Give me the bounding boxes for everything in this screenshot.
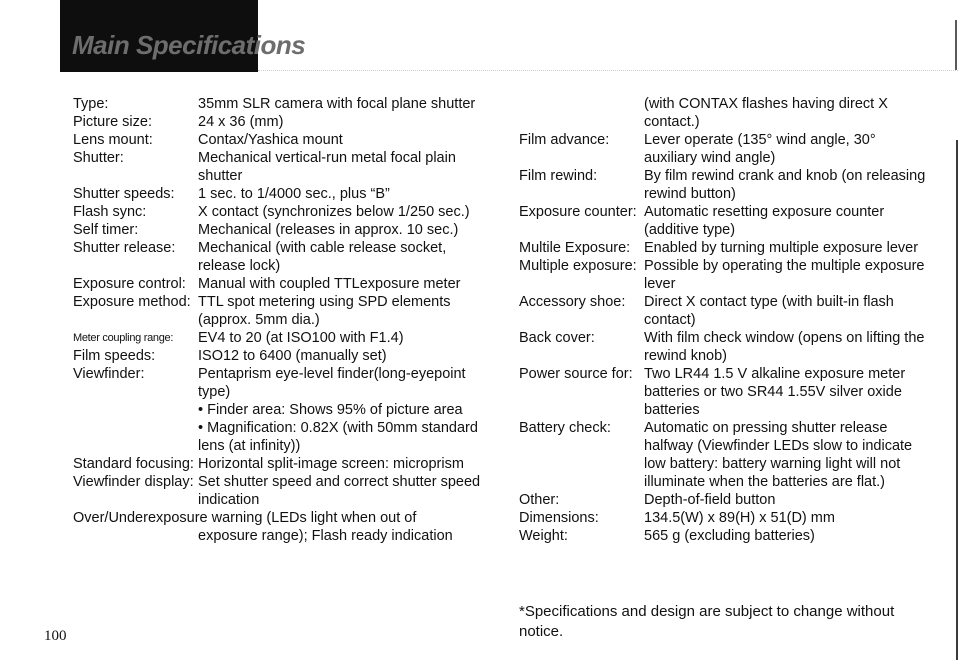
spec-row-meter-coupling-range xyxy=(73,329,483,347)
spec-row-shutter-release xyxy=(73,239,483,275)
spec-row-battery-check xyxy=(519,419,926,491)
spec-label xyxy=(73,419,198,455)
spec-row-multiple-exposure xyxy=(519,257,926,293)
right-spec-table xyxy=(519,95,926,545)
spec-row-shutter-speeds xyxy=(73,185,483,203)
spec-label: Flash sync: xyxy=(73,204,147,220)
spec-label: Accessory shoe: xyxy=(519,294,626,310)
spec-value: 134.5(W) x 89(H) x 51(D) mm xyxy=(644,510,835,526)
spec-value: • Finder area: Shows 95% of picture area xyxy=(198,402,463,418)
spec-value: • Magnification: 0.82X (with 50mm standard lens (at infinity)) xyxy=(198,420,478,454)
spec-row-shutter xyxy=(73,149,483,185)
spec-value: Automatic resetting exposure counter (additive type) xyxy=(644,204,885,238)
spec-row-standard-focusing xyxy=(73,455,483,473)
spec-row-film-rewind xyxy=(519,167,926,203)
section-title: Main Specifications xyxy=(72,30,306,60)
spec-row-flash-sync xyxy=(73,203,483,221)
spec-row-exposure-control xyxy=(73,275,483,293)
spec-row-lens-mount xyxy=(73,131,483,149)
spec-label: Multile Exposure: xyxy=(519,240,631,256)
footnote: *Specifications and design are subject to change without notice. xyxy=(519,603,895,640)
spec-label: Type: xyxy=(73,96,109,112)
spec-label: Film speeds: xyxy=(73,348,156,364)
spec-value: Enabled by turning multiple exposure lever xyxy=(644,240,919,256)
spec-row-exposure-counter xyxy=(519,203,926,239)
spec-value: 35mm SLR camera with focal plane shutter xyxy=(198,96,476,112)
spec-value: ISO12 to 6400 (manually set) xyxy=(198,348,387,364)
spec-value: Mechanical (releases in approx. 10 sec.) xyxy=(198,222,459,238)
spec-value: Pentaprism eye-level finder(long-eyepoint type) xyxy=(198,366,466,400)
spec-label: Exposure control: xyxy=(73,276,186,292)
spec-value: EV4 to 20 (at ISO100 with F1.4) xyxy=(198,330,404,346)
spec-label: Battery check: xyxy=(519,420,611,436)
spec-value: With film check window (opens on lifting the rewind knob) xyxy=(644,330,925,364)
spec-value: Contax/Yashica mount xyxy=(198,132,343,148)
spec-row-exposure-method xyxy=(73,293,483,329)
spec-value: Manual with coupled TTLexposure meter xyxy=(198,276,461,292)
spec-row-viewfinder-display xyxy=(73,473,483,509)
spec-row-multile-exposure xyxy=(519,239,926,257)
section-header xyxy=(60,0,306,72)
spec-row-other xyxy=(519,491,926,509)
spec-row-self-timer xyxy=(73,221,483,239)
spec-label: Meter coupling range: xyxy=(73,332,174,344)
spec-row-accessory-shoe xyxy=(519,293,926,329)
spec-row-flash-note xyxy=(519,95,926,131)
spec-label: Shutter speeds: xyxy=(73,186,175,202)
spec-label: Exposure method: xyxy=(73,294,191,310)
spec-label: Film advance: xyxy=(519,132,610,148)
spec-label xyxy=(519,95,644,131)
spec-label: Multiple exposure: xyxy=(519,258,637,274)
spec-row-picture-size xyxy=(73,113,483,131)
spec-label: Over/Underexposure warning (LEDs light when out of xyxy=(73,510,417,526)
spec-value: Mechanical vertical-run metal focal plain shutter xyxy=(198,150,456,184)
spec-value: Possible by operating the multiple exposure lever xyxy=(644,258,925,292)
spec-value: TTL spot metering using SPD elements (approx. 5mm dia.) xyxy=(198,294,451,328)
spec-row-type xyxy=(73,95,483,113)
spec-label: Weight: xyxy=(519,528,568,544)
spec-label xyxy=(73,401,198,419)
spec-row-back-cover xyxy=(519,329,926,365)
spec-label: Self timer: xyxy=(73,222,139,238)
spec-label: Shutter release: xyxy=(73,240,176,256)
spec-row-film-advance xyxy=(519,131,926,167)
spec-value: By film rewind crank and knob (on releasing rewind button) xyxy=(644,168,926,202)
spec-row-weight xyxy=(519,527,926,545)
spec-row-film-speeds xyxy=(73,347,483,365)
spec-label: Viewfinder display: xyxy=(73,474,194,490)
spec-value: Horizontal split-image screen: microprism xyxy=(198,456,464,472)
spec-value: Depth-of-field button xyxy=(644,492,776,508)
spec-value: Set shutter speed and correct shutter speed indication xyxy=(198,474,481,508)
page-number: 100 xyxy=(44,628,67,644)
spec-row-dimensions xyxy=(519,509,926,527)
spec-label: Shutter: xyxy=(73,150,124,166)
spec-label: Picture size: xyxy=(73,114,152,130)
spec-row-magnification xyxy=(73,419,483,455)
page-edge xyxy=(956,140,958,660)
spec-value: (with CONTAX flashes having direct X contact.) xyxy=(644,96,888,130)
spec-row-viewfinder xyxy=(73,365,483,401)
spec-value: Lever operate (135° wind angle, 30° auxiliary wind angle) xyxy=(644,132,876,166)
spec-value: Mechanical (with cable release socket, release lock) xyxy=(198,240,447,274)
spec-label: Viewfinder: xyxy=(73,366,145,382)
left-spec-table xyxy=(73,95,483,545)
spec-value: 24 x 36 (mm) xyxy=(198,114,284,130)
page-edge-top xyxy=(955,20,957,70)
spec-row-finder-area xyxy=(73,401,483,419)
spec-label: Power source for: xyxy=(519,366,633,382)
spec-row-exposure-warning xyxy=(73,509,483,545)
spec-label: Lens mount: xyxy=(73,132,153,148)
spec-value: X contact (synchronizes below 1/250 sec.) xyxy=(198,204,470,220)
spec-label: Standard focusing: xyxy=(73,456,194,472)
spec-label: Exposure counter: xyxy=(519,204,637,220)
spec-value: exposure range); Flash ready indication xyxy=(198,528,453,544)
spec-label: Back cover: xyxy=(519,330,595,346)
spec-label: Dimensions: xyxy=(519,510,599,526)
spec-value: Direct X contact type (with built-in flash contact) xyxy=(644,294,894,328)
spec-value: Two LR44 1.5 V alkaline exposure meter batteries or two SR44 1.55V silver oxide batteries xyxy=(644,366,906,418)
spec-value: 1 sec. to 1/4000 sec., plus “B” xyxy=(198,186,390,202)
spec-label: Other: xyxy=(519,492,560,508)
header-rule xyxy=(258,70,958,71)
spec-value: Automatic on pressing shutter release halfway (Viewfinder LEDs slow to indicate low battery: battery warning light will not illuminate when the batteries are flat.) xyxy=(644,420,913,490)
spec-label: Film rewind: xyxy=(519,168,598,184)
spec-value: 565 g (excluding batteries) xyxy=(644,528,815,544)
spec-row-power-source xyxy=(519,365,926,419)
